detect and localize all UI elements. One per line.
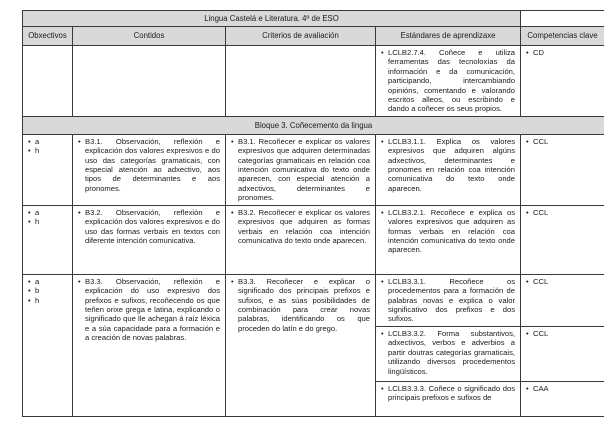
competence-cell [521,381,605,416]
list-item: • h [28,146,40,156]
bullet: • [381,328,384,338]
list-item: • B3.1. Observación, reflexión e explicación dos valores expresivos e do uso das categorías gramaticais, con especial atención ao adxectivo, aos tipos de determinantes e aos pronomes. [78,136,220,193]
standard-text: LCLB2.7.4. Coñece e utiliza ferramentas das tecnoloxías da información e da comunicación, participando, intercambiando opinións, comentando e valorando escritos alleos, ou escribindo e dando a coñecer os seus propios. [388,48,515,114]
list-item: • a [28,207,40,217]
bullet: • [28,276,31,286]
list-item: • LCLB3.3.3. Coñece o significado dos principais prefixos e sufixos de [381,383,515,403]
block-title-row [23,116,605,134]
bullet: • [78,276,81,286]
bullet: • [381,136,384,146]
table-row [23,205,605,274]
objectives-cell [23,205,73,274]
list-item: • B3.1. Recoñecer e explicar os valores expresivos que adquiren determinadas categorías gramaticais en relación coa intención comunicativa do texto onde aparecen, con especial atención a adxectivos, determinantes e pronomes. [231,136,370,203]
content-cell [73,205,226,274]
list-item [526,48,599,57]
competence-text: CD [533,48,544,57]
bullet: • [28,136,31,146]
standard-cell [376,381,521,416]
list-item [381,48,515,114]
document-page [22,10,604,439]
table-row [23,46,605,117]
header-contents: Contidos [73,27,226,46]
bullet: • [526,383,529,393]
bullet: • [381,276,384,286]
competence-cell [521,326,605,381]
bullet: • [381,48,384,57]
competence-cell [521,274,605,326]
list-item: • LCLB3.3.1. Recoñece os procedementos para a formación de palabras novas e explica o valor significativo dos prefixos e dos sufixos. [381,276,515,324]
table-row [23,274,605,326]
list-item: • a [28,276,40,286]
header-competences: Competencias clave [521,27,605,46]
list-item: • CCL [526,276,549,286]
bullet: • [526,48,529,57]
table-title-blank-cell [521,11,605,27]
list-item: • a [28,136,40,146]
bullet: • [526,276,529,286]
header-standards: Estándares de aprendizaxe [376,27,521,46]
list-item: • CCL [526,136,549,146]
objectives-cell [23,274,73,416]
bullet: • [28,295,31,305]
list-item: • h [28,295,40,305]
competence-cell [521,205,605,274]
content-cell [73,134,226,205]
list-item: • B3.2. Observación, reflexión e explicación dos valores expresivos e do uso das formas verbais en textos con diferente intención comunicativa. [78,207,220,246]
bullet: • [78,136,81,146]
criterion-cell [226,46,376,117]
table-title-row [23,11,605,27]
header-objectives: Obxectivos [23,27,73,46]
bullet: • [231,136,234,146]
curriculum-table [22,10,604,417]
list-item: • CAA [526,383,549,393]
standard-cell [376,134,521,205]
list-item: • LCLB3.3.2. Forma substantivos, adxectivos, verbos e adverbios a partir doutras categorías gramaticais, utilizando diversos procedementos lingüísticos. [381,328,515,376]
list-item: • B3.3. Recoñecer e explicar o significado dos principais prefixos e sufixos, e as súas posibilidades de combinación para crear novas palabras, identificando os que proceden do latín e do grego. [231,276,370,333]
bullet: • [231,207,234,217]
bullet: • [526,328,529,338]
list-item: • CCL [526,328,549,338]
competence-cell [521,46,605,117]
bullet: • [28,146,31,156]
content-cell [73,274,226,416]
bullet: • [381,207,384,217]
bullet: • [231,276,234,286]
content-cell [73,46,226,117]
bullet: • [526,136,529,146]
bullet: • [78,207,81,217]
list-item: • LCLB3.2.1. Recoñece e explica os valores expresivos que adquiren as formas verbais en relación coa intención comunicativa do texto onde aparecen. [381,207,515,255]
list-item: • B3.3. Observación, reflexión e explicación do uso expresivo dos prefixos e sufixos, recoñecendo os que teñen orixe grega e latina, explicando o significado que lle achegan á raíz léxica e a súa capacidade para a formación e a creación de novas palabras. [78,276,220,343]
table-header-row [23,27,605,46]
list-item: • LCLB3.1.1. Explica os valores expresivos que adquiren algúns adxectivos, determinantes e pronomes en relación coa intención comunicativa do texto onde aparecen. [381,136,515,193]
list-item: • CCL [526,207,549,217]
bullet: • [28,207,31,217]
criterion-cell [226,205,376,274]
bullet: • [28,286,31,296]
block-title: Bloque 3. Coñecemento da lingua [23,116,605,134]
standard-cell [376,46,521,117]
list-item: • b [28,286,40,296]
standard-cell [376,326,521,381]
criterion-cell [226,134,376,205]
bullet: • [381,383,384,393]
objectives-cell [23,134,73,205]
list-item: • h [28,217,40,227]
objectives-cell [23,46,73,117]
competence-cell [521,134,605,205]
standard-cell [376,274,521,326]
bullet: • [28,217,31,227]
standard-cell [376,205,521,274]
criterion-cell [226,274,376,416]
bullet: • [526,207,529,217]
list-item: • B3.2. Recoñecer e explicar os valores expresivos que adquiren as formas verbais en relación coa intención comunicativa do texto onde aparecen. [231,207,370,246]
header-criteria: Criterios de avaliación [226,27,376,46]
table-row [23,134,605,205]
table-title: Lingua Castelá e Literatura. 4º de ESO [23,11,521,27]
